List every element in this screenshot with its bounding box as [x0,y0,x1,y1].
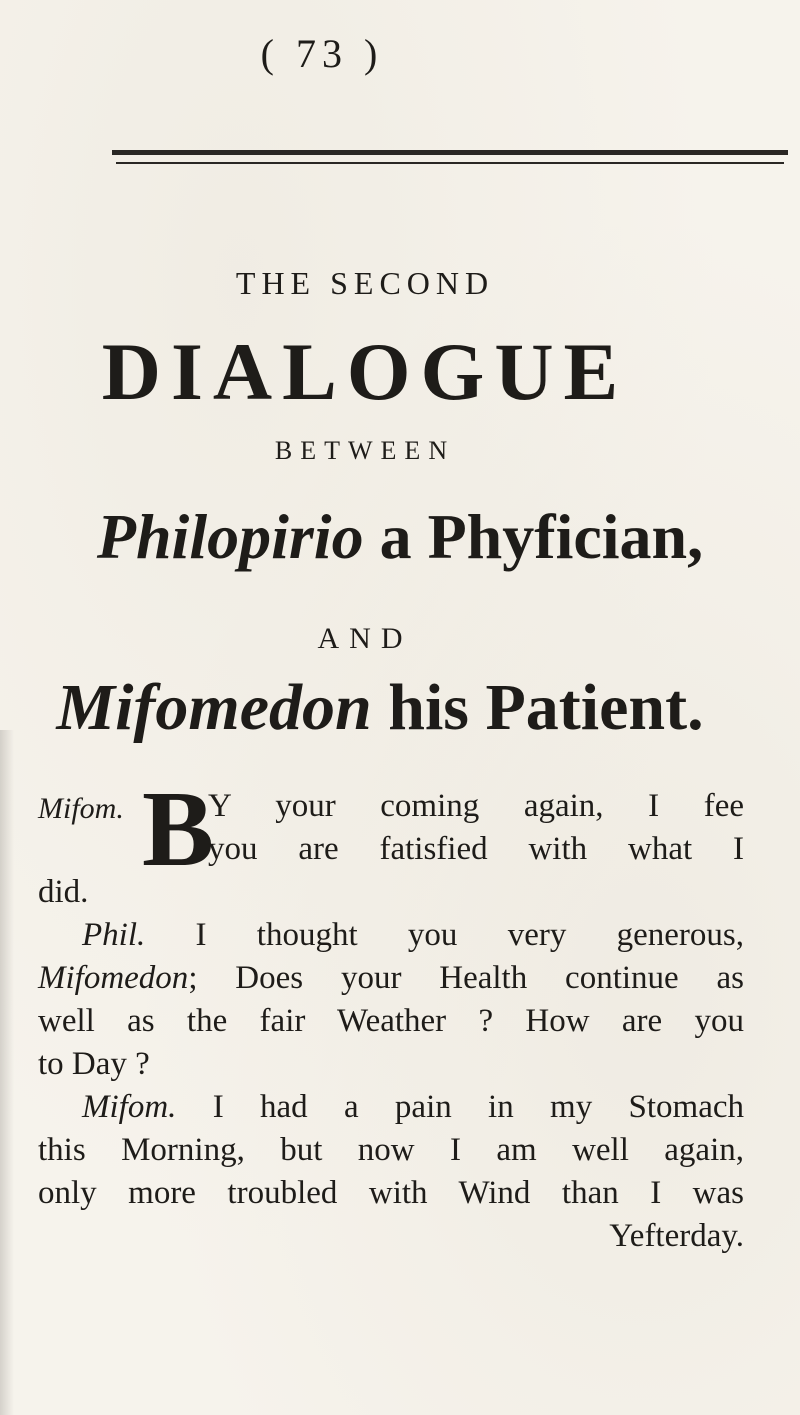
drop-cap: B [142,770,215,889]
addressee-mifomedon: Mifomedon [38,960,189,996]
speaker-mifom: Mifom. [82,1089,177,1125]
heading-and: AND [317,622,413,655]
opening-lines [208,785,744,871]
heading-patient [0,670,760,746]
text-line: well as the fair Weather ? How are you [38,1003,744,1039]
text-fragment: I thought you very generous, [145,917,744,953]
text-fragment: I had a pain in my Stomach [176,1089,744,1125]
speaker-phil: Phil. [82,917,146,953]
physician-title: a Phyfician, [363,501,704,572]
patient-title: his Patient. [371,671,704,744]
text-line: Y your coming again, I fee [208,788,744,824]
heading-physician [0,500,800,574]
patient-name: Mifomedon [56,671,372,744]
header-rule-thick [112,150,788,155]
speaker-mifom: Mifom. [38,792,124,825]
binding-shadow [0,730,14,1415]
text-line [38,914,744,957]
text-line: only more troubled with Wind than I was [38,1175,744,1211]
text-line: did. [38,874,89,910]
page-number: ( 73 ) [260,31,384,76]
text-line [38,1086,744,1129]
physician-name: Philopirio [96,501,364,572]
catchword: Yefterday. [609,1218,744,1254]
heading-dialogue: DIALOGUE [101,326,629,417]
text-line: this Morning, but now I am well again, [38,1132,744,1168]
text-line: to Day ? [38,1046,150,1082]
opening-paragraph [38,770,744,889]
text-line: you are fatisfied with what I [208,831,744,867]
text-line [38,957,744,1000]
text-fragment: ; Does your Health continue as [188,960,744,996]
header-rule-thin [116,162,784,164]
dialogue-text [38,770,744,1258]
heading-between: BETWEEN [274,436,456,465]
heading-the-second: THE SECOND [235,265,495,301]
